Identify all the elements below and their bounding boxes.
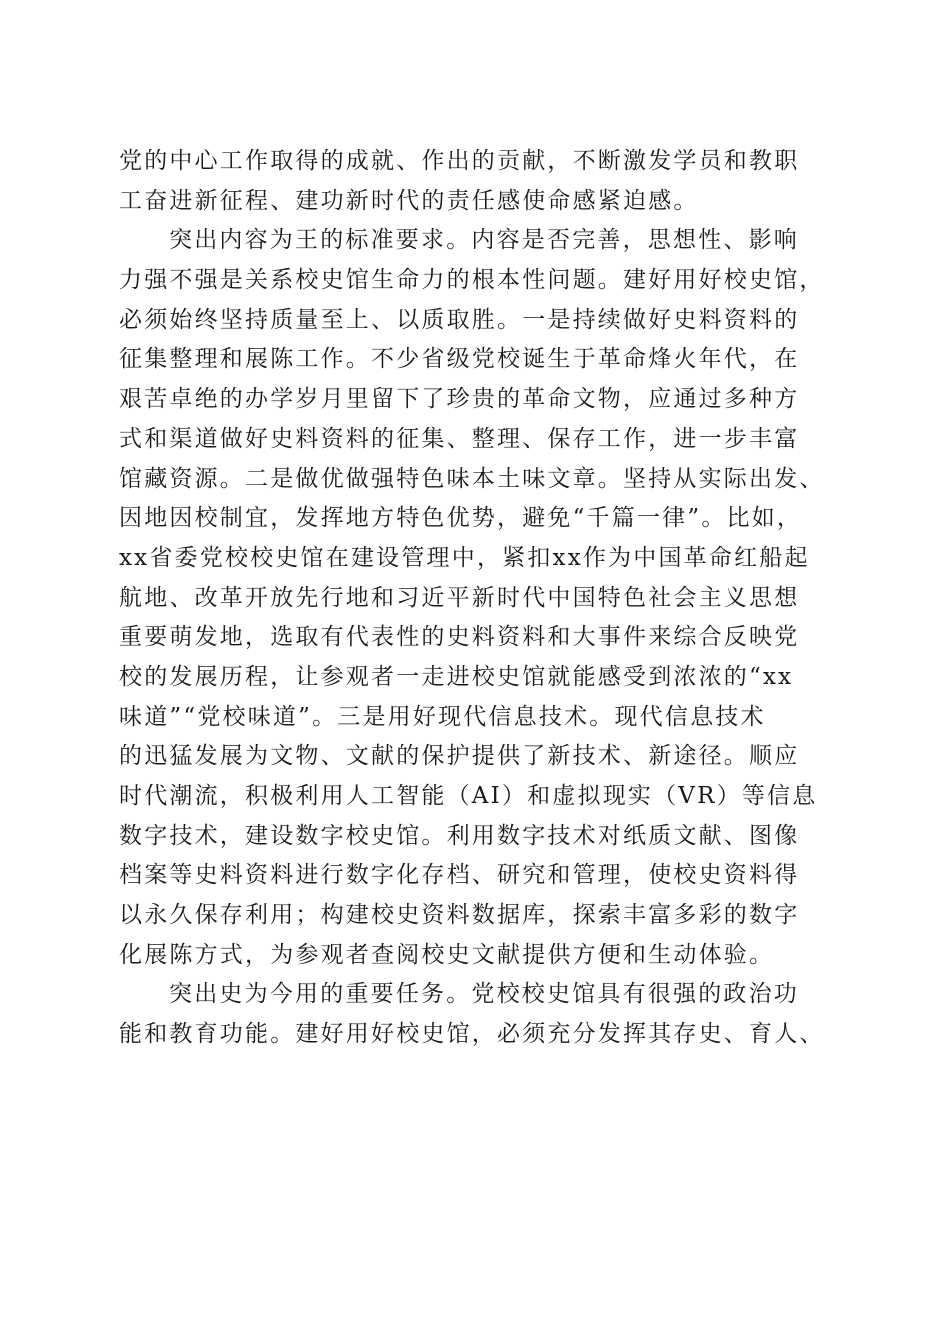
text-line: 征集整理和展陈工作。不少省级党校诞生于革命烽火年代，在	[119, 346, 800, 373]
body-text	[119, 142, 831, 1055]
text-line: xx省委党校校史馆在建设管理中，紧扣xx作为中国革命红船起	[119, 544, 810, 571]
text-line: 数字技术，建设数字校史馆。利用数字技术对纸质文献、图像	[119, 822, 800, 849]
text-line: 工奋进新征程、建功新时代的责任感使命感紧迫感。	[119, 187, 699, 214]
text-line: 馆藏资源。二是做优做强特色味本土味文章。坚持从实际出发、	[119, 465, 825, 492]
text-line: 重要萌发地，选取有代表性的史料资料和大事件来综合反映党	[119, 624, 800, 651]
text-line: 式和渠道做好史料资料的征集、整理、保存工作，进一步丰富	[119, 425, 800, 452]
text-line: 航地、改革开放先行地和习近平新时代中国特色社会主义思想	[119, 584, 800, 611]
text-line: 以永久保存利用；构建校史资料数据库，探索丰富多彩的数字	[119, 902, 800, 929]
paragraph-start-line: 突出史为今用的重要任务。党校校史馆具有很强的政治功	[169, 981, 799, 1008]
text-line: 档案等史料资料进行数字化存档、研究和管理，使校史资料得	[119, 862, 800, 889]
text-line: 艰苦卓绝的办学岁月里留下了珍贵的革命文物，应通过多种方	[119, 386, 800, 413]
paragraph-start-line: 突出内容为王的标准要求。内容是否完善，思想性、影响	[169, 227, 799, 254]
text-line: 因地因校制宜，发挥地方特色优势，避免“千篇一律”。比如，	[119, 505, 803, 532]
text-line: 时代潮流，积极利用人工智能（AI）和虚拟现实（VR）等信息	[119, 783, 818, 809]
text-line: 必须始终坚持质量至上、以质取胜。一是持续做好史料资料的	[119, 306, 800, 333]
text-line: 力强不强是关系校史馆生命力的根本性问题。建好用好校史馆，	[119, 267, 825, 294]
text-line: 能和教育功能。建好用好校史馆，必须充分发挥其存史、育人、	[119, 1021, 825, 1048]
text-line: 味道”“党校味道”。三是用好现代信息技术。现代信息技术	[119, 703, 766, 730]
text-line: 校的发展历程，让参观者一走进校史馆就能感受到浓浓的“xx	[119, 663, 794, 690]
text-line: 党的中心工作取得的成就、作出的贡献，不断激发学员和教职	[119, 148, 800, 174]
text-line: 化展陈方式，为参观者查阅校史文献提供方便和生动体验。	[119, 941, 775, 968]
text-line: 的迅猛发展为文物、文献的保护提供了新技术、新途径。顺应	[119, 743, 800, 770]
